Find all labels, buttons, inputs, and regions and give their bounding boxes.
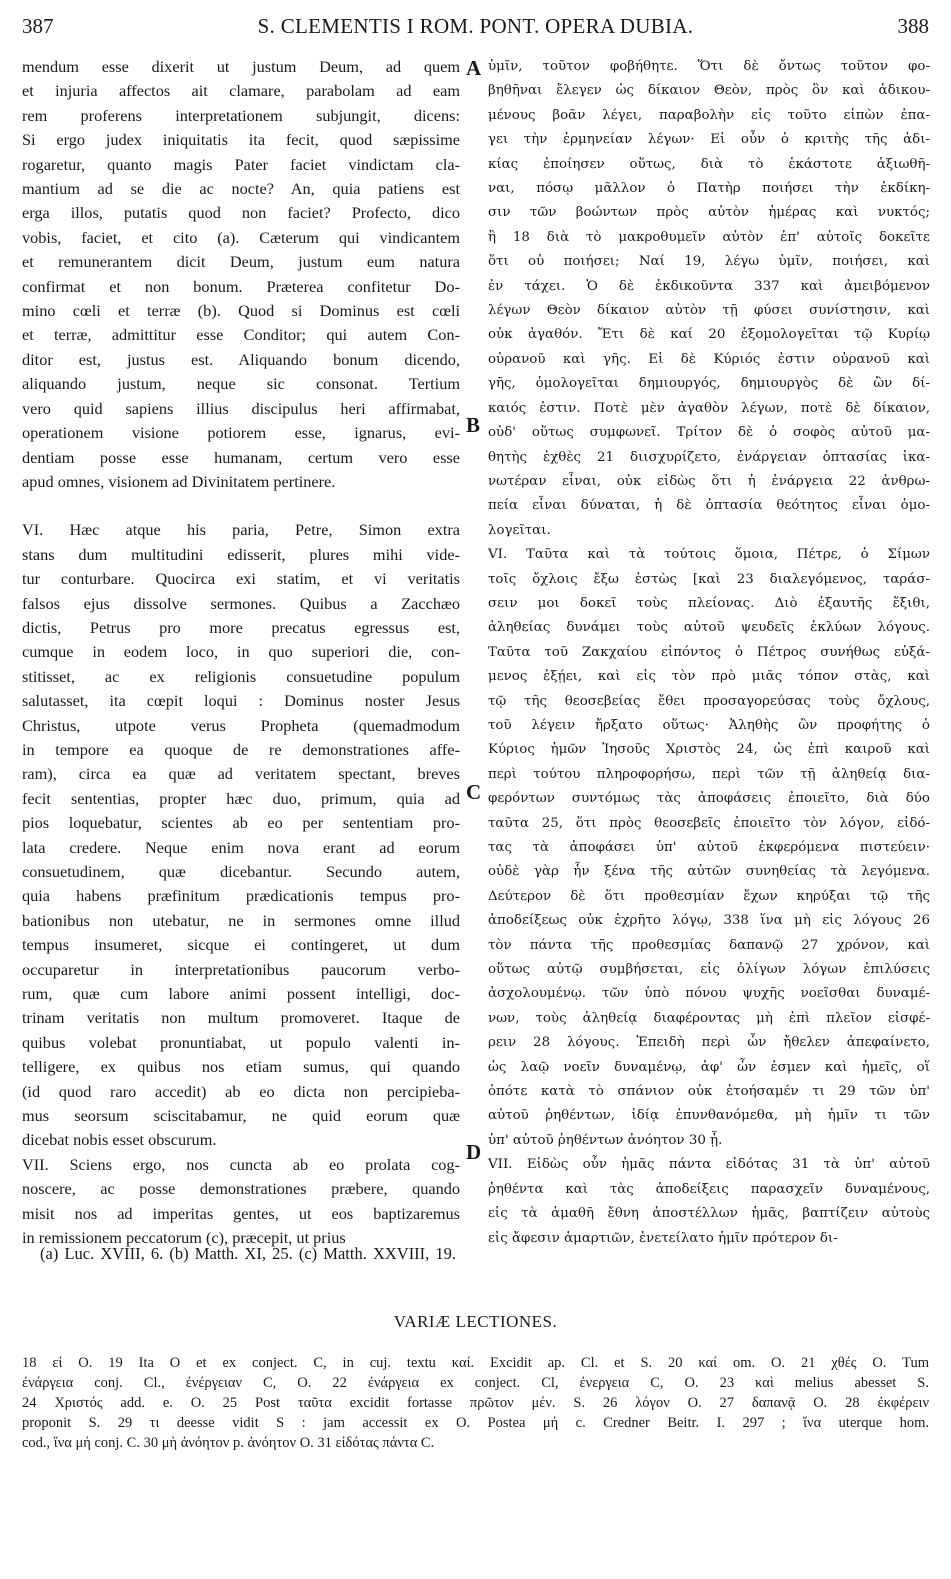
text-line: θητὴς ἐχθὲς 21 διισχυρίζετο, ἐνάργειαν ὀπτασίας ἱκα- (488, 449, 930, 465)
text-line: οὐδὲ γὰρ ἦν ξένα τῆς αὐτῶν συνηθείας τὰ λεγόμενα. (488, 864, 930, 880)
text-line: rogaretur, quanto magis Pater faciet vindictam cla- (22, 154, 460, 174)
text-line: 24 Χριστός add. e. O. 25 Post ταῦτα excidit fortasse πρῶτον μέν. S. 26 λόγον O. 27 δαπανᾷ O. 28 ἐκφέρειν (22, 1395, 929, 1411)
margin-marker-a: A (466, 56, 482, 80)
text-line: quibus volebat pronuntiabat, ut populo valenti in- (22, 1032, 460, 1052)
page-number-right: 388 (897, 14, 929, 38)
text-line: ἢ 18 διὰ τὸ μακροθυμεῖν αὐτὸν ἐπ' αὐτοῖς δοκεῖτε (488, 229, 930, 245)
text-line: οὐκ ἀγαθόν. Ἔτι δὲ καί 20 ἐξομολογεῖται τῷ Κυρίῳ (488, 327, 930, 343)
text-line: τοῦ λέγειν ἤρξατο οὕτως· Ἀληθὴς ὢν προφήτης ὁ (488, 717, 930, 733)
text-line: proponit S. 29 τι deesse vidit S : jam accessit ex O. Postea μή c. Credner Beitr. I. 297 ; ἵνα uterque hom. (22, 1415, 929, 1431)
text-line: consuetudinem, quæ dicebantur. Secundo autem, (22, 862, 460, 881)
text-line: VI. Hæc atque his paria, Petre, Simon extra (22, 520, 460, 540)
greek-paragraph-3 (488, 1153, 930, 1251)
text-line: γῆς, ὁμολογεῖται δημιουργός, δημιουργὸς δὲ ὢν δί- (488, 376, 930, 392)
text-line: καιός ἐστιν. Ποτὲ μὲν ἀγαθὸν λέγων, ποτὲ δὲ δίκαιον, (488, 400, 930, 416)
text-line: rum, quæ cum labore animi possent intelligi, doc- (22, 984, 460, 1004)
text-line: ὁπότε κατὰ τὸ σπάνιον οὐκ ἐτοήσαμέν τι 29 τῶν ὑπ' (488, 1084, 930, 1100)
text-line: ἀποδείξεως οὐκ ἐχρῆτο λόγῳ, 338 ἵνα μὴ εἰς λόγους 26 (488, 913, 930, 929)
text-line: pios loquebatur, scientes ab eo per sententiam pro- (22, 813, 460, 833)
variae-lectiones (22, 1353, 929, 1453)
text-line: vobis, faciet, et cito (a). Cæterum qui vindicantem (22, 227, 460, 247)
text-line: τῷ τῆς θεοσεβείας ἔθει προσαγορεύσας τοὺς ὄχλους, (488, 693, 930, 709)
text-line: οὐρανοῦ καὶ γῆς. Εἰ δὲ Κύριός ἐστιν οὐρανοῦ καὶ (488, 351, 930, 367)
text-line: λέγων Θεὸν δίκαιον αὐτὸν τῇ φύσει συνίστησιν, καὶ (488, 303, 930, 319)
greek-paragraph-2 (488, 543, 930, 1153)
latin-paragraph-2 (22, 518, 460, 1153)
text-line: tempus insumeret, sicque ei contingeret, ut dum (22, 935, 460, 955)
text-line: misit nos ad imperitas gentes, ut eos baptizaremus (22, 1203, 460, 1223)
text-line: εἰς τὰ ἀμαθῆ ἔθνη ἀποστέλλων ἡμᾶς, βαπτίζειν αὐτοὺς (488, 1206, 930, 1222)
text-line: vero quid sapiens illius discipulus heri affirmabat, (22, 398, 460, 418)
text-line: ὑμῖν, τοῦτον φοβήθητε. Ὅτι δὲ ὄντως τοῦτον φο- (488, 59, 930, 74)
text-line: erga illos, putatis quod non faciet? Profecto, dico (22, 203, 460, 223)
margin-marker-d: D (466, 1140, 482, 1164)
text-line: ἐνάργεια conj. Cl., ἐνέργειαν C, O. 22 ἐνάργεια ex conject. Cl, ἐνεργεια C, O. 23 καὶ melius abesset S. (22, 1375, 929, 1391)
text-line: aliquando justum, neque sic consonat. Tertium (22, 374, 460, 394)
text-line: in tempore ea quoque de re demonstrationes affe- (22, 739, 460, 759)
text-line: σιν τῶν βοώντων πρὸς αὐτὸν ἡμέρας καὶ νυκτός; (488, 205, 930, 221)
text-line: tur conturbare. Quocirca exi statim, et vi veritatis (22, 569, 460, 589)
text-line: ἐν τάχει. Ὁ δὲ ἐκδικοῦντα 337 καὶ ἀμειβόμενον (488, 278, 930, 294)
text-line: ὑπ' αὐτοῦ ῥηθέντων ἀνόητον 30 ᾖ. (488, 1132, 723, 1148)
text-line: ἀληθείας δυνάμει τοὺς αὐτοῦ ψευδεῖς ἐκλύων λόγους. (488, 620, 930, 636)
text-line: μενος ἐξῄει, καὶ εἰς τὸν πρὸ μιᾶς τόπον στὰς, καὶ (488, 669, 930, 685)
text-line: stans dum multitudini edisserit, plures mihi vide- (22, 544, 460, 564)
running-head (22, 14, 929, 44)
greek-paragraph-1 (488, 55, 930, 543)
text-line: Κύριος ἡμῶν Ἰησοῦς Χριστὸς 24, ὡς ἐπὶ καιροῦ καὶ (488, 742, 930, 758)
text-line: VII. Sciens ergo, nos cuncta ab eo prolata cog- (22, 1154, 460, 1174)
text-line: ram), circa ea quæ ad veritatem spectant, breves (22, 764, 460, 784)
latin-paragraph-1 (22, 55, 460, 494)
text-line: telligere, ex quibus nos etiam sumus, qui quando (22, 1057, 460, 1077)
text-line: εἰς ἄφεσιν ἁμαρτιῶν, ἐνετείλατο ἡμῖν πρότερον δι- (488, 1230, 838, 1246)
text-line: et terræ, admittitur esse Conditor; qui autem Con- (22, 325, 460, 345)
footnotes: (a) Luc. XVIII, 6. (b) Matth. XI, 25. (c) Matth. XXVIII, 19. (40, 1244, 457, 1263)
text-line: confirmat et non bonum. Præterea confitetur Do- (22, 276, 460, 296)
text-line: rem proferens interpretationem subjungit, dicens: (22, 105, 460, 125)
text-line: ῥηθέντα καὶ τὰς ἀποδείξεις παρασχεῖν δυναμένους, (488, 1181, 930, 1197)
text-line: mus seorsum sciscitabamur, ne quid eorum quæ (22, 1106, 460, 1126)
variae-lectiones-title: VARIÆ LECTIONES. (393, 1312, 558, 1331)
text-line: ὅτι οὐ ποιήσει; Ναί 19, λέγω ὑμῖν, ποιήσει, καὶ (488, 254, 930, 270)
text-line: ρειν 28 λόγους. Ἐπειδὴ περὶ ὧν ἤθελεν ἀπεφαίνετο, (488, 1035, 930, 1051)
text-line: ditor est, justus est. Aliquando bonum dicendo, (22, 349, 460, 369)
text-line: αὐτοῦ ῥηθέντων, ἰδίᾳ ἐπυνθανόμεθα, μὴ ἡμῖν τι τῶν (488, 1108, 930, 1124)
text-line: et remunerantem dicit Deum, justum eum natura (22, 252, 460, 272)
page-number-left: 387 (22, 14, 54, 38)
text-line: salutasset, ita cœpit loqui : Dominus noster Jesus (22, 691, 460, 711)
text-line: dictis, Petrus pro more precatus egressus est, (22, 617, 460, 637)
text-line: bationibus non utebatur, ne in sermones omne illud (22, 910, 460, 930)
text-line: mino cœli et terræ (b). Quod si Dominus est cœli (22, 301, 460, 321)
text-line: ναι, πόσῳ μᾶλλον ὁ Πατὴρ ποιήσει τὴν ἐκδίκη- (488, 181, 930, 197)
text-line: dentiam posse esse humanam, certum vero esse (22, 447, 460, 467)
text-line: λογεῖται. (488, 522, 551, 538)
text-line: πεία εἶναι δύναται, ἡ δὲ ὀπτασία θεότητος εἶναι ὁμο- (488, 498, 930, 514)
latin-column (22, 55, 460, 1251)
text-line: νων, τοὺς ἀληθείᾳ διαφέροντας μὴ ἐπὶ πλεῖον εἰσφέ- (488, 1010, 930, 1026)
running-title: S. CLEMENTIS I ROM. PONT. OPERA DUBIA. (257, 14, 694, 38)
text-line: cumque in eodem loco, in quo superiori die, con- (22, 642, 460, 662)
text-line: μένους βοᾶν λέγει, παραβολὴν εἰς τοῦτο εἰπὼν ἐπα- (488, 107, 930, 123)
text-line: mantium ad se die ac nocte? An, quia patiens est (22, 179, 460, 199)
text-line: (id quod raro accedit) ab eo dicta non percipieba- (22, 1081, 460, 1101)
text-line: Si ergo judex iniquitatis ita fecit, quod sæpissime (22, 130, 460, 150)
text-line: οὕτως αὐτῷ συμβήσεται, εἰς ὀλίγων λόγων ἐπιλύσεις (488, 962, 930, 978)
margin-marker-b: B (466, 413, 481, 437)
text-line: VII. Εἰδὼς οὖν ἡμᾶς πάντα εἰδότας 31 τὰ ὑπ' αὐτοῦ (488, 1157, 930, 1173)
text-line: falsos ejus dissolve sermones. Quibus a Zacchæo (22, 593, 460, 613)
text-line: οὐδ' οὕτως συμφωνεῖ. Τρίτον δὲ ὁ σοφὸς αὐτοῦ μα- (488, 425, 930, 441)
margin-marker-c: C (466, 780, 482, 804)
text-line: occuparetur in interpretationibus paucorum verbo- (22, 959, 460, 979)
text-line: ταῦτα 25, ὅτι πρὸς θεοσεβεῖς ἐποιεῖτο τὸν λόγον, εἰδό- (488, 815, 930, 831)
text-line: φερόντων συντόμως τὰς ἀποφάσεις ἐποιεῖτο, διὰ δύο (488, 791, 930, 807)
text-line: γει τὴν ἑρμηνείαν λέγων· Εἰ οὖν ὁ κριτὴς τῆς ἀδι- (488, 132, 930, 148)
text-line: et injuria affectos ait clamare, parabolam ad eam (22, 81, 460, 101)
text-line: τας τὰ ἀποφάσει ὑπ' αὐτοῦ ἐκφερόμενα πιστεύειν· (488, 840, 930, 855)
text-line: lata credere. Neque enim nova erant ad eorum (22, 837, 460, 857)
text-line: σειν μοι δοκεῖ τοὺς πλείονας. Διὸ ἐξαυτῆς ἔξιθι, (488, 595, 930, 611)
text-line: 18 εἰ O. 19 Ita O et ex conject. C, in cuj. textu καί. Excidit ap. Cl. et S. 20 καί om. O. 21 χθές O. Tum (22, 1355, 929, 1371)
text-line: Δεύτερον δὲ ὅτι προθεσμίαν ἔχων κηρύξαι τῷ τῆς (488, 888, 930, 904)
text-line: dicebat nobis esset obscurum. (22, 1130, 217, 1150)
text-line: τὸν πάντα τῆς προθεσμίας δαπανῷ 27 χρόνον, καὶ (488, 937, 930, 953)
text-line: τοῖς ὄχλοις ἔξω ἑστὼς [καὶ 23 διαλεγόμενος, ταράσ- (488, 571, 930, 587)
text-line: περὶ τούτου πληροφορήσω, περὶ τῶν τῇ ἀληθείᾳ δια- (488, 766, 930, 782)
greek-column (488, 55, 930, 1251)
text-line: νωτέραν εἶναι, οὐκ εἰδὼς ὅτι ἡ ἐνάργεια 22 ἀνθρω- (488, 473, 930, 489)
text-line: VI. Ταῦτα καὶ τὰ τούτοις ὅμοια, Πέτρε, ὁ Σίμων (488, 547, 930, 563)
text-line: apud omnes, visionem ad Divinitatem pertinere. (22, 471, 336, 491)
text-line: stitisset, ac ex religionis consuetudine populum (22, 666, 460, 686)
text-line: quia habens præfinitum prædicationis tempus pro- (22, 886, 460, 906)
text-line: mendum esse dixerit ut justum Deum, ad quem (22, 57, 460, 76)
text-line: ὡς λαῷ νοεῖν δυναμένῳ, ἀφ' ὧν ἐσμεν καὶ ἡμεῖς, οἵ (488, 1059, 930, 1075)
text-line: in remissionem peccatorum (c), præcepit, ut prius (22, 1228, 346, 1248)
latin-paragraph-3 (22, 1153, 460, 1251)
text-line: trinam veritatis non multum promoveret. Itaque de (22, 1008, 460, 1028)
text-line: κίας ἐποίησεν οὕτως, διὰ τὸ ἑκάστοτε ἀξιωθῆ- (488, 156, 930, 172)
text-line: fecit sententias, propter hæc duo, primum, quia ad (22, 788, 460, 808)
text-line: cod., ἵνα μή conj. C. 30 μὴ ἀνόητον p. ἀνόητον O. 31 εἰδότας πάντα C. (22, 1435, 435, 1451)
text-line: noscere, ac posse demonstrationes præbere, quando (22, 1179, 460, 1199)
text-line: Ταῦτα τοῦ Ζακχαίου εἰπόντος ὁ Πέτρος συνήθως εὐξά- (488, 644, 930, 660)
text-line: βηθῆναι ἔλεγεν ὡς δίκαιον Θεὸν, πρὸς ὃν καὶ ἀδικου- (488, 83, 930, 99)
text-line: operationem visione potiorem esse, ignarus, evi- (22, 423, 460, 443)
text-line: Christus, utpote verus Propheta (quemadmodum (22, 715, 460, 735)
text-line: ἀσχολουμένῳ. τῶν ὑπὸ πόνου ψυχῆς νοεῖσθαι δυναμέ- (488, 986, 930, 1002)
